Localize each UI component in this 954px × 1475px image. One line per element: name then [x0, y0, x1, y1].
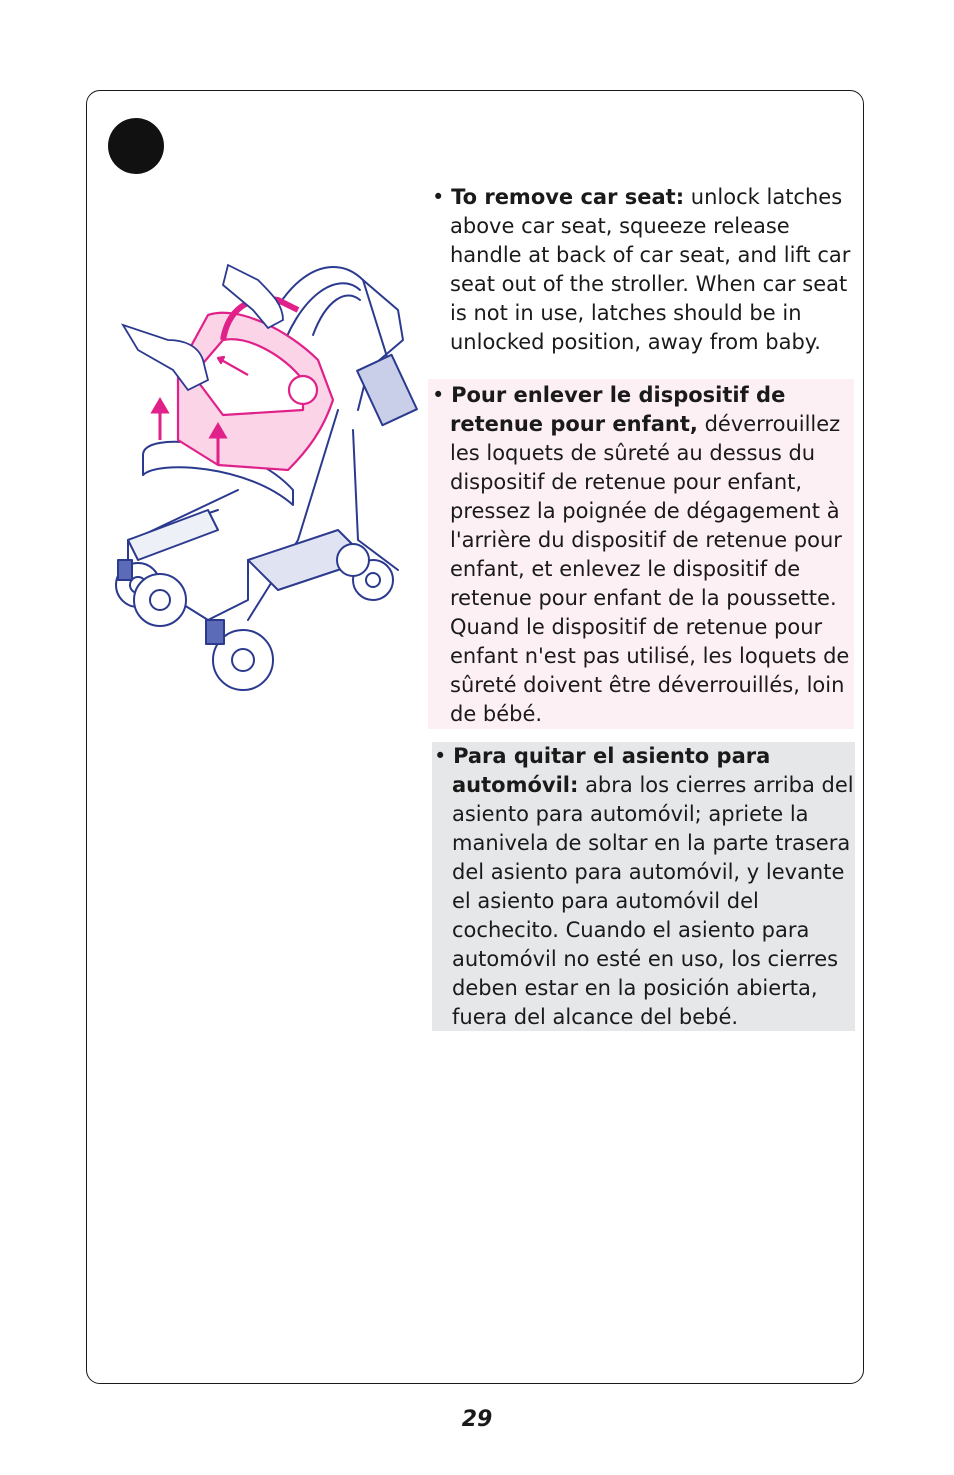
spanish-bullet: • Para quitar el asiento para automóvil: abra los cierres arriba del asiento para automóvil; apriete la manivela de soltar en la parte trasera del asiento para automóvil, y levante el asiento para automóvil del cochecito. Cuando el asiento para automóvil no esté en uso, los cierres deben estar en la posición abierta, fuera del alcance del bebé.	[434, 744, 854, 1029]
spanish-body: abra los cierres arriba del asiento para automóvil; apriete la manivela de soltar en la parte trasera del asiento para automóvil, y levante el asiento para automóvil del cochecito. Cuando el asiento para automóvil no esté en uso, los cierres deben estar en la posición abierta, fuera del alcance del bebé.	[452, 773, 854, 1029]
french-heading: Pour enlever le dispositif de retenue pour enfant,	[450, 383, 786, 436]
english-heading: To remove car seat:	[451, 185, 685, 209]
step-marker-dot	[108, 118, 164, 174]
french-instructions	[428, 379, 854, 729]
french-bullet: • Pour enlever le dispositif de retenue pour enfant, déverrouillez les loquets de sûreté au dessus du dispositif de retenue pour enfant, pressez la poignée de dégagement à l'arrière du dispositif de retenue pour enfant, et enlevez le dispositif de retenue pour enfant de la poussette. Quand le dispositif de retenue pour enfant n'est pas utilisé, les loquets de sûreté doivent être déverrouillés, loin de bébé.	[432, 383, 850, 726]
page-number: 29	[461, 1407, 493, 1432]
stroller-car-seat-illustration	[98, 240, 418, 700]
french-body: déverrouillez les loquets de sûreté au dessus du dispositif de retenue pour enfant, pressez la poignée de dégagement à l'arrière du dispositif de retenue pour enfant, et enlevez le dispositif de retenue pour enfant de la poussette. Quand le dispositif de retenue pour enfant n'est pas utilisé, les loquets de sûreté doivent être déverrouillés, loin de bébé.	[450, 412, 850, 726]
english-body: unlock latches above car seat, squeeze release handle at back of car seat, and lift car seat out of the stroller. When car seat is not in use, latches should be in unlocked position, away from baby.	[450, 185, 851, 354]
spanish-instructions	[432, 742, 855, 1031]
english-bullet: • To remove car seat: unlock latches above car seat, squeeze release handle at back of car seat, and lift car seat out of the stroller. When car seat is not in use, latches should be in unlocked position, away from baby.	[432, 185, 851, 354]
spanish-heading: Para quitar el asiento para automóvil:	[452, 744, 771, 797]
english-instructions	[432, 183, 856, 357]
